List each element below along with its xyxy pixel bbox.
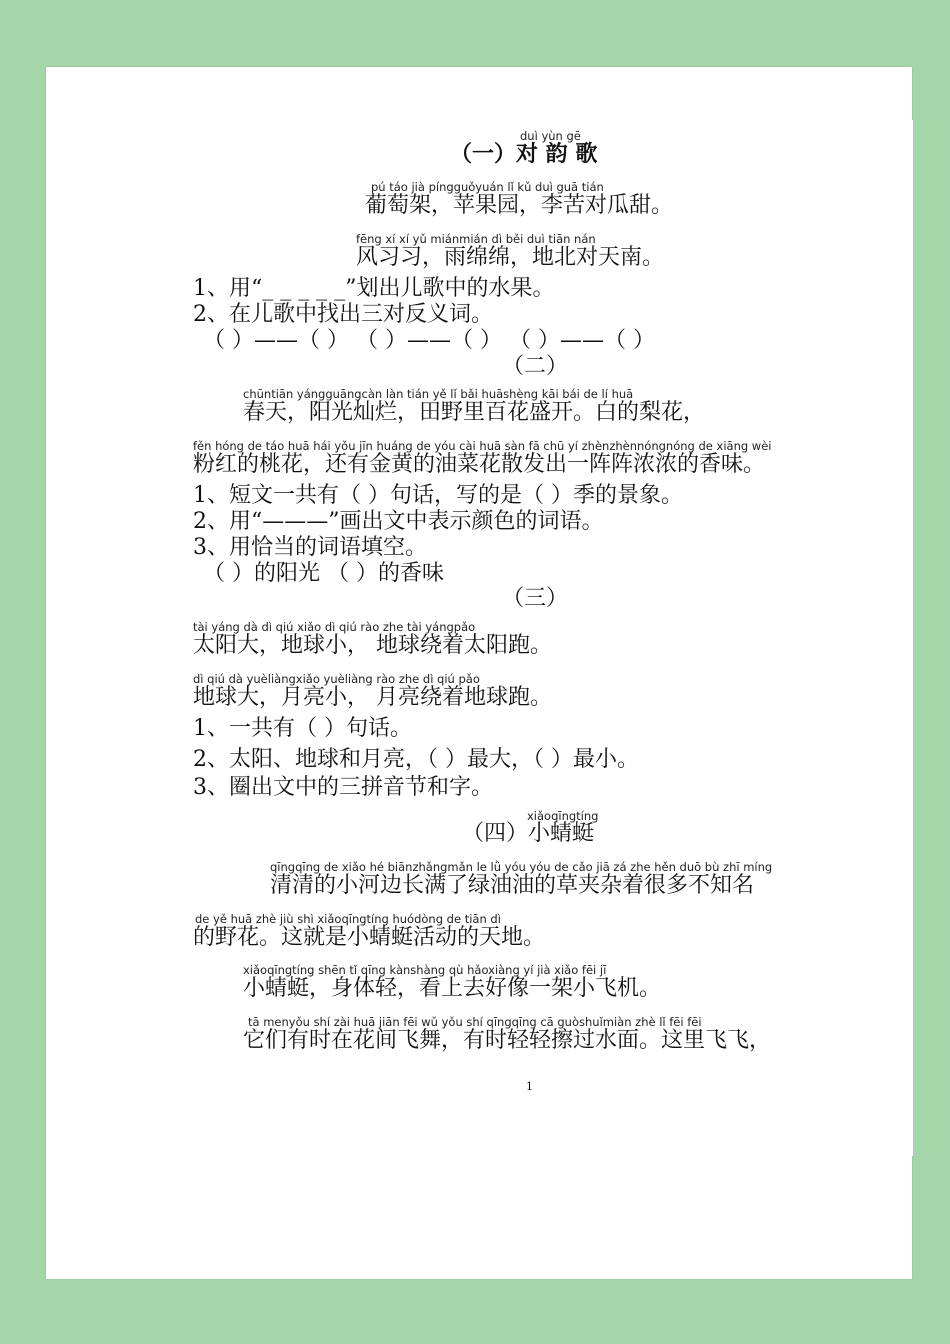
text-line: 太阳大，地球小， 地球绕着太阳跑。	[193, 633, 552, 658]
pinyin-line: duì yùn gē	[520, 129, 581, 143]
page-edge	[903, 120, 913, 1156]
text-line: （ ）——（ ） （ ）——（ ） （ ）——（ ）	[203, 328, 655, 353]
text-line: 它们有时在花间飞舞，有时轻轻擦过水面。这里飞飞，	[243, 1028, 772, 1053]
text-line: 小蜻蜓，身体轻，看上去好像一架小飞机。	[243, 976, 662, 1001]
pinyin-line: fēng xí xí yǔ miánmián dì běi duì tiān nán	[356, 232, 596, 246]
text-line: 3、用恰当的词语填空。	[193, 535, 427, 560]
text-line: 清清的小河边长满了绿油油的草夹杂着很多不知名	[270, 873, 755, 898]
pinyin-line: tài yáng dà dì qiú xiǎo dì qiú rào zhe tài yángpǎo	[193, 620, 476, 634]
text-line: （四）小蜻蜓	[462, 821, 595, 846]
pinyin-line: tā menyǒu shí zài huā jiān fēi wǔ yǒu shí qīngqīng cā guòshuǐmiàn zhè lǐ fēi fēi	[248, 1015, 702, 1029]
text-line: 2、太阳、地球和月亮，（ ）最大，（ ）最小。	[193, 747, 639, 772]
text-line: 葡萄架，苹果园，李苦对瓜甜。	[365, 193, 674, 218]
pinyin-line: xiǎoqīngtíng	[527, 809, 599, 823]
text-line: 1、短文一共有（ ）句话，写的是（ ）季的景象。	[193, 483, 683, 508]
text-line: 春天，阳光灿烂，田野里百花盛开。白的梨花，	[243, 400, 706, 425]
pinyin-line: qīngqīng de xiǎo hé biānzhǎngmǎn le lǜ yóu yóu de cǎo jiā zá zhe hěn duō bù zhī míng	[270, 860, 773, 874]
text-line: 风习习，雨绵绵，地北对天南。	[356, 245, 665, 270]
pinyin-line: pú táo jià píngguǒyuán lǐ kǔ duì guā tián	[371, 180, 604, 194]
pinyin-line: dì qiú dà yuèliàngxiǎo yuèliàng rào zhe dì qiú pǎo	[193, 672, 480, 686]
text-line: （三）	[502, 586, 569, 611]
text-line: 2、在儿歌中找出三对反义词。	[193, 302, 493, 327]
pinyin-line: xiǎoqīngtíng shēn tǐ qīng kànshàng qù hǎoxiàng yí jià xiǎo fēi jī	[243, 963, 607, 977]
text-line: 1、一共有（ ）句话。	[193, 716, 412, 741]
text-line: 的野花。这就是小蜻蜓活动的天地。	[193, 925, 546, 950]
text-line: （一）对 韵 歌	[450, 141, 598, 167]
text-line: 1、用“_ _ _ _ _”划出儿歌中的水果。	[193, 276, 555, 301]
page-number: 1	[526, 1080, 533, 1093]
text-line: 地球大，月亮小， 月亮绕着地球跑。	[193, 685, 552, 710]
pinyin-line: de yě huā zhè jiù shì xiǎoqīngtíng huódòng de tiān dì	[195, 912, 501, 926]
text-line: （ ）的阳光 （ ）的香味	[203, 561, 444, 586]
pinyin-line: fěn hóng de táo huā hái yǒu jīn huáng de yóu cài huā sàn fā chū yí zhènzhènnóngnóng de xiāng wèi	[193, 439, 772, 453]
text-line: （二）	[502, 354, 569, 379]
text-line: 2、用“———”画出文中表示颜色的词语。	[193, 509, 604, 534]
text-line: 3、圈出文中的三拼音节和字。	[193, 775, 493, 800]
text-line: 粉红的桃花，还有金黄的油菜花散发出一阵阵浓浓的香味。	[193, 452, 766, 477]
pinyin-line: chūntiān yángguāngcàn làn tián yě lǐ bǎi huāshèng kāi bái de lí huā	[243, 387, 634, 401]
